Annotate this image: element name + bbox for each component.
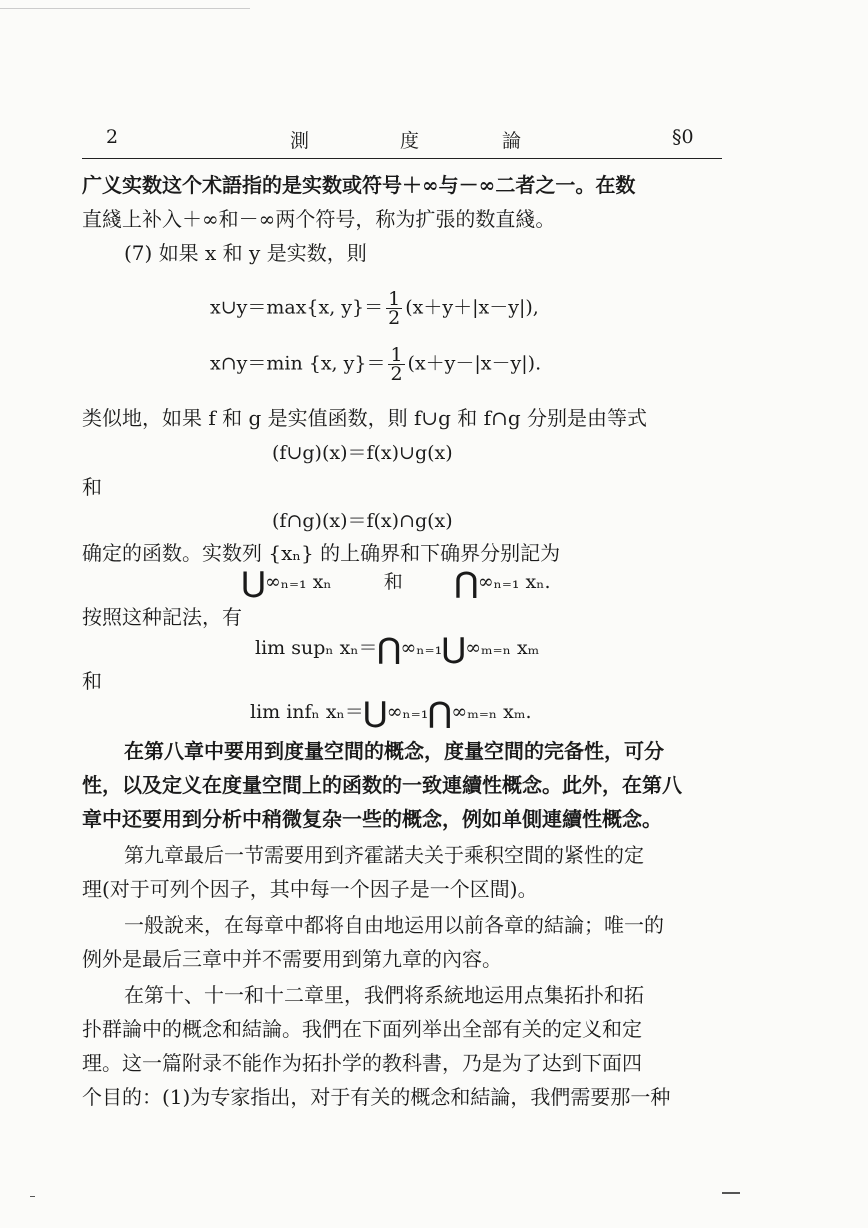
paragraph-1-line-3: 章中还要用到分析中稍微复杂一些的概念，例如单側連續性概念。 bbox=[82, 807, 662, 831]
formula-max-right: (x＋y＋|x－y|), bbox=[405, 296, 539, 319]
formula-limsup: lim supₙ xₙ＝⋂∞ₙ₌₁⋃∞ₘ₌ₙ xₘ bbox=[255, 632, 540, 665]
header-title-char-1: 測 bbox=[290, 130, 310, 152]
formula-max-fraction: $\frac{1}{2}$ bbox=[388, 288, 401, 329]
text-line-8: 和 bbox=[82, 669, 102, 693]
section-label: §0 bbox=[672, 126, 694, 148]
formula-min-right: (x＋y－|x－y|). bbox=[407, 352, 542, 375]
text-line-4: 类似地，如果 f 和 g 是实值函数，則 f∪g 和 f∩g 分别是由等式 bbox=[82, 406, 647, 430]
formula-sup-inf: ⋃∞ₙ₌₁ xₙ 和 ⋂∞ₙ₌₁ xₙ. bbox=[242, 566, 551, 599]
text-line-2: 直綫上补入＋∞和－∞两个符号，称为扩張的数直綫。 bbox=[82, 207, 556, 231]
header-title-char-2: 度 bbox=[400, 130, 420, 152]
text-line-5: 和 bbox=[82, 475, 102, 499]
text-line-7: 按照这种記法，有 bbox=[82, 605, 242, 629]
paragraph-4-line-2: 扑群論中的概念和結論。我們在下面列举出全部有关的定义和定 bbox=[82, 1017, 642, 1041]
paragraph-3-line-1: 一般說来，在每章中都将自由地运用以前各章的結論；唯一的 bbox=[124, 913, 664, 937]
paragraph-2-line-1: 第九章最后一节需要用到齐霍諾夫关于乘积空間的紧性的定 bbox=[124, 843, 644, 867]
scan-speck bbox=[722, 1192, 740, 1194]
paragraph-1-line-2: 性，以及定义在度量空間上的函数的一致連續性概念。此外，在第八 bbox=[82, 773, 682, 797]
formula-union-def: (f∪g)(x)＝f(x)∪g(x) bbox=[272, 442, 453, 464]
page-number: 2 bbox=[106, 126, 119, 148]
formula-liminf: lim infₙ xₙ＝⋃∞ₙ₌₁⋂∞ₘ₌ₙ xₘ. bbox=[250, 696, 532, 729]
paragraph-3-line-2: 例外是最后三章中并不需要用到第九章的內容。 bbox=[82, 947, 502, 971]
formula-intersection-def: (f∩g)(x)＝f(x)∩g(x) bbox=[272, 510, 453, 532]
formula-max bbox=[210, 290, 539, 327]
paragraph-4-line-3: 理。这一篇附录不能作为拓扑学的教科書，乃是为了达到下面四 bbox=[82, 1051, 642, 1075]
text-line-1: 广义实数这个术語指的是实数或符号＋∞与－∞二者之一。在数 bbox=[82, 173, 636, 197]
paragraph-4-line-4: 个目的：(1)为专家指出，对于有关的概念和結論，我們需要那一种 bbox=[82, 1085, 671, 1109]
formula-max-left: x∪y＝max{x, y}＝ bbox=[210, 296, 384, 319]
page-header bbox=[82, 118, 722, 159]
header-title-char-3: 論 bbox=[502, 130, 522, 152]
formula-min-left: x∩y＝min {x, y}＝ bbox=[210, 352, 386, 375]
paragraph-2-line-2: 理(对于可列个因子，其中每一个因子是一个区間)。 bbox=[82, 877, 538, 901]
formula-min bbox=[210, 346, 541, 383]
paragraph-1-line-1: 在第八章中要用到度量空間的概念，度量空間的完备性，可分 bbox=[124, 739, 664, 763]
formula-min-fraction: $\frac{1}{2}$ bbox=[390, 344, 403, 385]
text-line-3: (7) 如果 x 和 y 是实数，則 bbox=[124, 241, 367, 265]
paragraph-4-line-1: 在第十、十一和十二章里，我們将系統地运用点集拓扑和拓 bbox=[124, 983, 644, 1007]
scan-edge-line bbox=[0, 8, 250, 9]
scan-speck bbox=[30, 1196, 35, 1197]
text-line-6: 确定的函数。实数列 {xₙ} 的上确界和下确界分别記为 bbox=[82, 541, 561, 565]
